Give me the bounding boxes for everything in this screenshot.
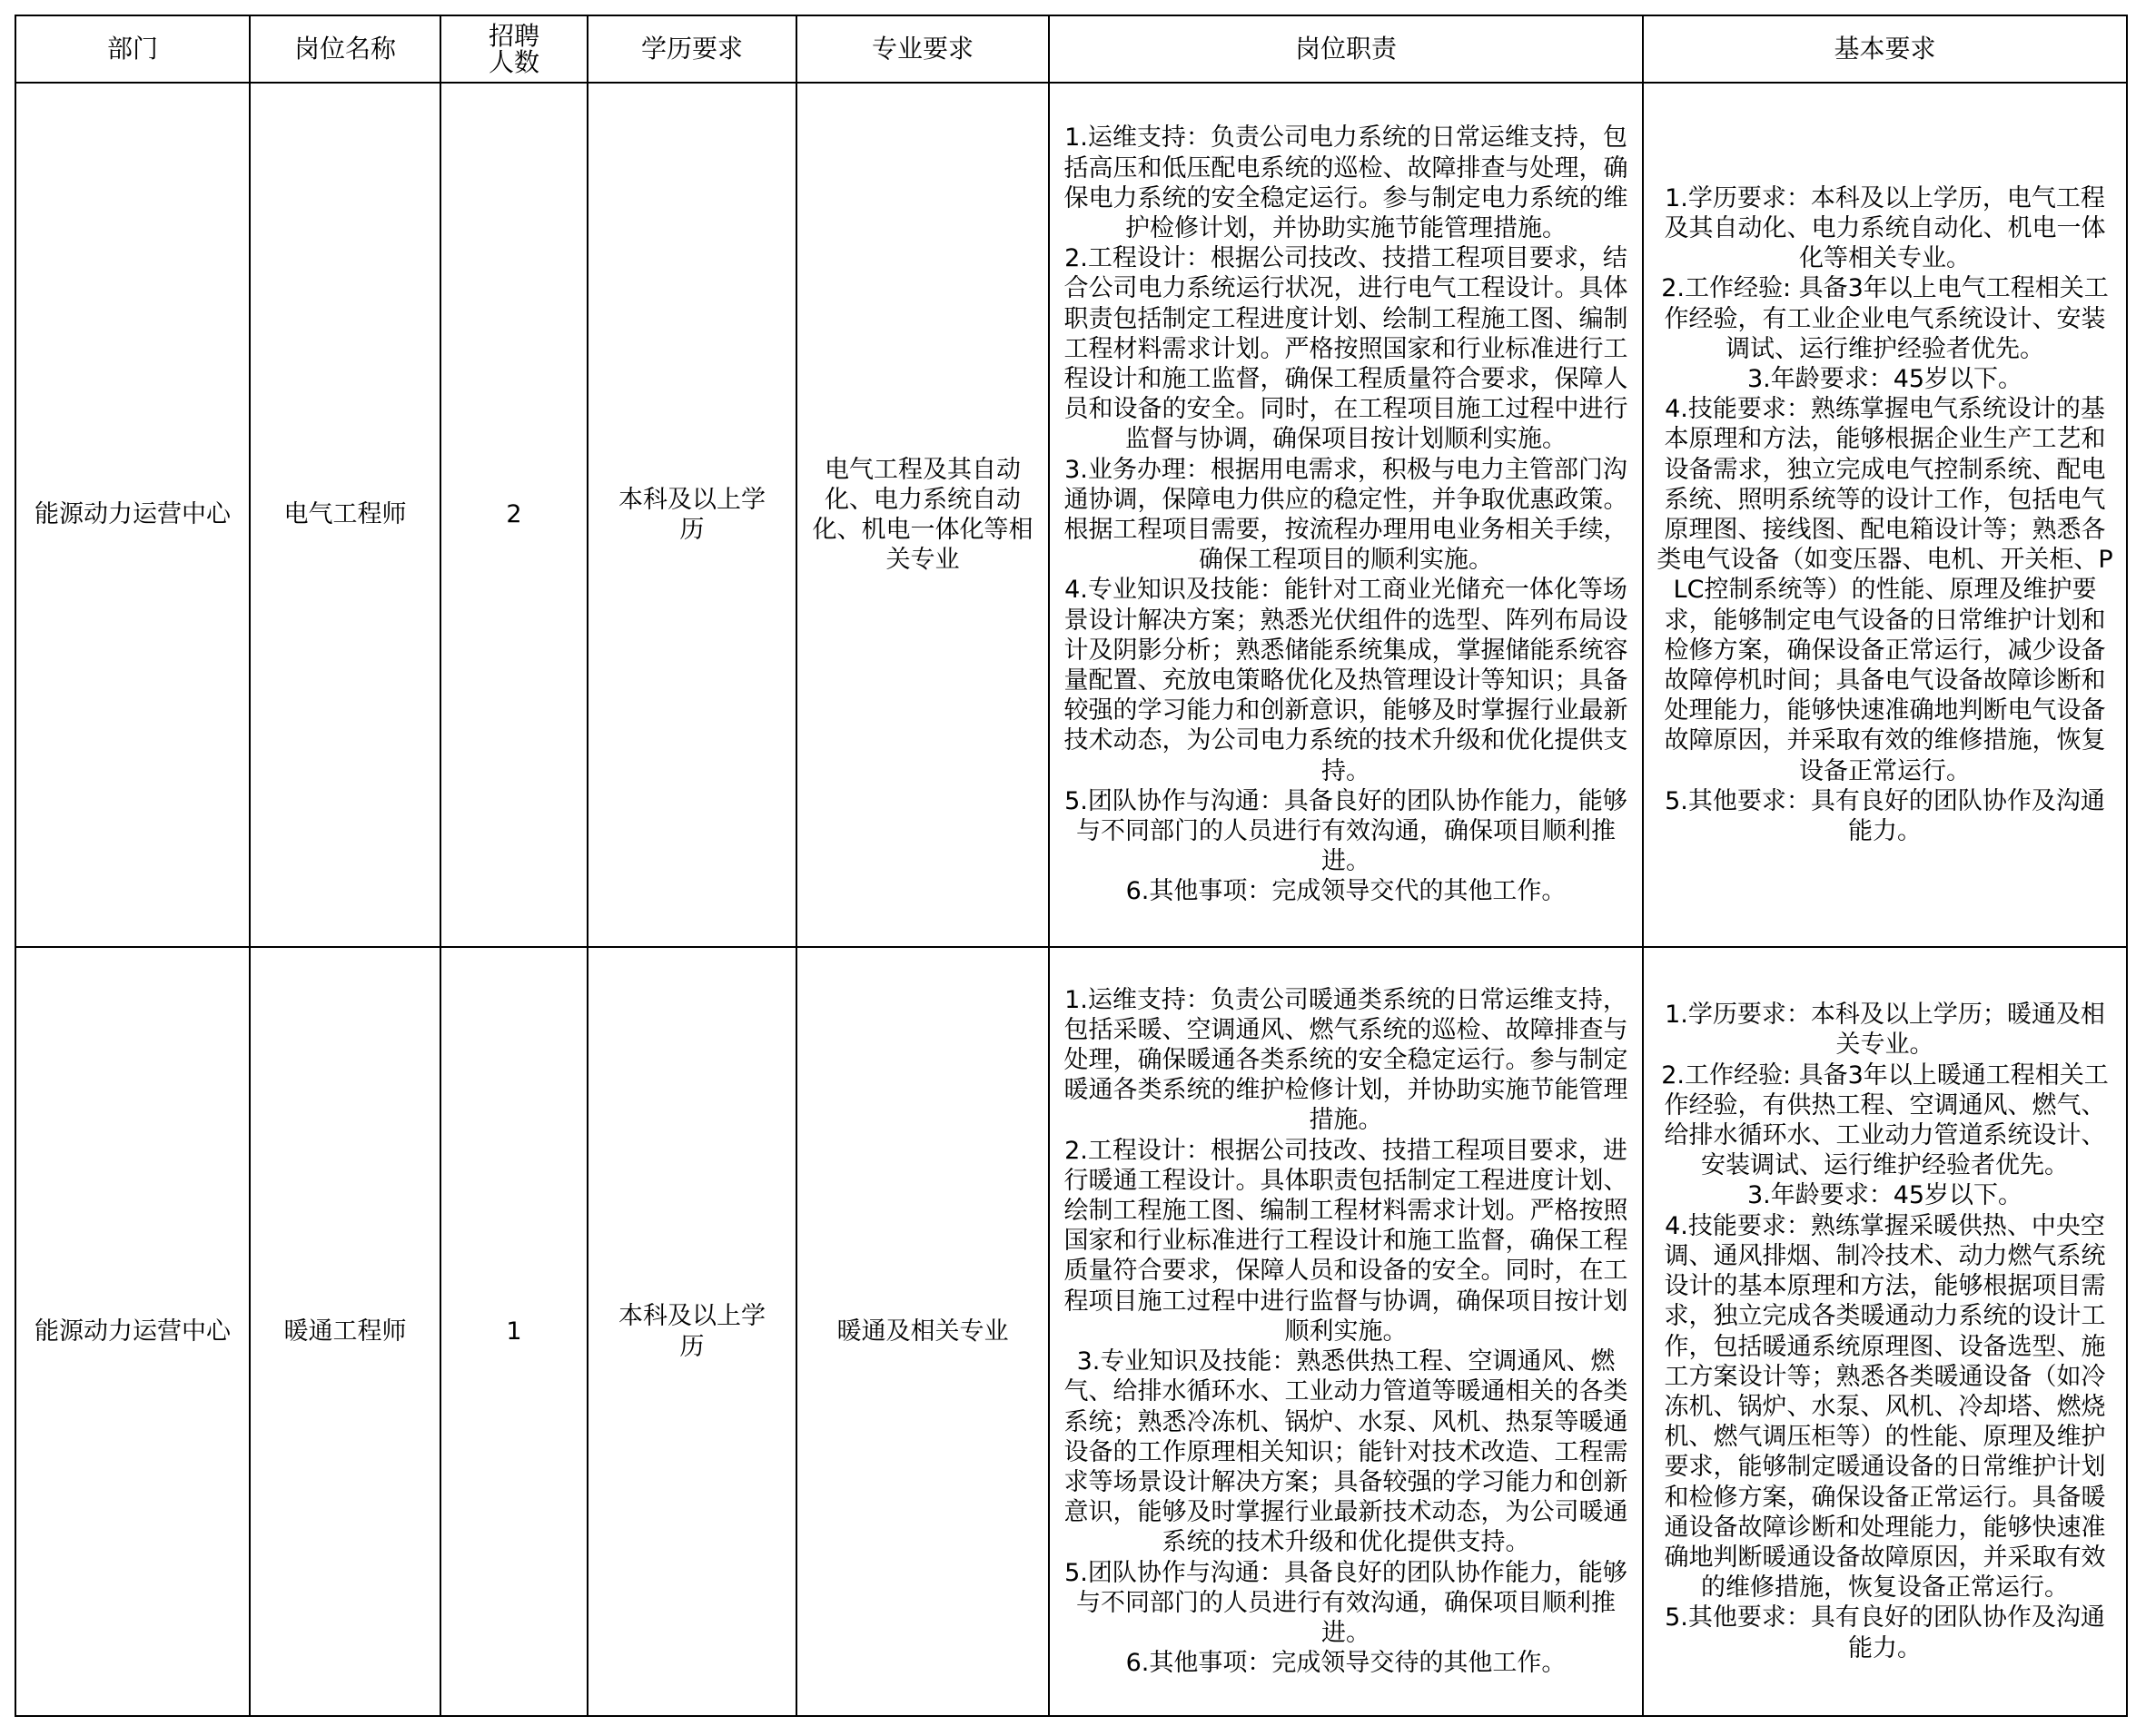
header-department: 部门 <box>15 15 250 83</box>
requirement-item: 4.技能要求：熟练掌握采暖供热、中央空调、通风排烟、制冷技术、动力燃气系统设计的基本原理和方法，能够根据项目需求，独立完成各类暖通动力系统的设计工作，包括暖通系统原理图、设备选型、施工方案设计等；熟悉各类暖通设备（如冷冻机、锅炉、水泵、风机、冷却塔、燃烧机、燃气调压柜等）的性能、原理及维护要求，能够制定暖通设备的日常维护计划和检修方案，确保设备正常运行。具备暖通设备故障诊断和处理能力，能够快速准确地判断暖通设备故障原因，并采取有效的维修措施，恢复设备正常运行。 <box>1664 1211 2106 1603</box>
header-count: 招聘人数 <box>440 15 588 83</box>
table-row <box>15 947 2127 1716</box>
table-row <box>15 83 2127 947</box>
header-row <box>15 15 2127 83</box>
duty-item: 1.运维支持：负责公司电力系统的日常运维支持，包括高压和低压配电系统的巡检、故障排查与处理，确保电力系统的安全稳定运行。参与制定电力系统的维护检修计划，并协助实施节能管理措施。 <box>1063 123 1628 242</box>
header-requirements: 基本要求 <box>1643 15 2127 83</box>
duty-item: 5.团队协作与沟通：具备良好的团队协作能力，能够与不同部门的人员进行有效沟通，确保项目顺利推进。 <box>1064 1558 1627 1647</box>
cell-duties <box>1049 947 1643 1716</box>
cell-education: 本科及以上学历 <box>588 83 796 947</box>
cell-position: 暖通工程师 <box>250 947 440 1716</box>
cell-education: 本科及以上学历 <box>588 947 796 1716</box>
duty-item: 1.运维支持：负责公司暖通类系统的日常运维支持，包括采暖、空调通风、燃气系统的巡检、故障排查与处理，确保暖通各类系统的安全稳定运行。参与制定暖通各类系统的维护检修计划，并协助实施节能管理措施。 <box>1063 985 1628 1135</box>
requirement-item: 3.年龄要求：45岁以下。 <box>1746 364 2023 393</box>
duty-item: 4.专业知识及技能：能针对工商业光储充一体化等场景设计解决方案；熟悉光伏组件的选型、阵列布局设计及阴影分析；熟悉储能系统集成，掌握储能系统容量配置、充放电策略优化及热管理设计等知识；具备较强的学习能力和创新意识，能够及时掌握行业最新技术动态，为公司电力系统的技术升级和优化提供支持。 <box>1063 576 1628 785</box>
cell-department: 能源动力运营中心 <box>15 947 250 1716</box>
header-duties: 岗位职责 <box>1049 15 1643 83</box>
duty-item: 6.其他事项：完成领导交待的其他工作。 <box>1125 1649 1567 1678</box>
requirement-item: 1.学历要求：本科及以上学历，电气工程及其自动化、电力系统自动化、机电一体化等相关专业。 <box>1664 183 2106 273</box>
cell-position: 电气工程师 <box>250 83 440 947</box>
duty-item: 3.专业知识及技能：熟悉供热工程、空调通风、燃气、给排水循环水、工业动力管道等暖通相关的各类系统；熟悉冷冻机、锅炉、水泵、风机、热泵等暖通设备的工作原理相关知识；能针对技术改造、工程需求等场景设计解决方案；具备较强的学习能力和创新意识，能够及时掌握行业最新技术动态，为公司暖通系统的技术升级和优化提供支持。 <box>1063 1347 1628 1557</box>
header-major: 专业要求 <box>796 15 1049 83</box>
requirement-item: 1.学历要求：本科及以上学历；暖通及相关专业。 <box>1665 1001 2105 1060</box>
cell-major: 电气工程及其自动化、电力系统自动化、机电一体化等相关专业 <box>796 83 1049 947</box>
cell-count: 2 <box>440 83 588 947</box>
requirement-item: 2.工作经验: 具备3年以上电气工程相关工作经验，有工业企业电气系统设计、安装调试、运行维护经验者优先。 <box>1661 274 2109 363</box>
duty-item: 5.团队协作与沟通：具备良好的团队协作能力，能够与不同部门的人员进行有效沟通，确保项目顺利推进。 <box>1064 786 1627 876</box>
cell-major: 暖通及相关专业 <box>796 947 1049 1716</box>
cell-department: 能源动力运营中心 <box>15 83 250 947</box>
requirement-item: 3.年龄要求：45岁以下。 <box>1746 1181 2023 1210</box>
duty-item: 3.业务办理：根据用电需求，积极与电力主管部门沟通协调，保障电力供应的稳定性，并争取优惠政策。根据工程项目需要，按流程办理用电业务相关手续，确保工程项目的顺利实施。 <box>1063 455 1628 575</box>
duty-item: 6.其他事项：完成领导交代的其他工作。 <box>1125 877 1567 906</box>
duty-item: 2.工程设计：根据公司技改、技措工程项目要求，进行暖通工程设计。具体职责包括制定工程进度计划、绘制工程施工图、编制工程材料需求计划。严格按照国家和行业标准进行工程设计和施工监督，确保工程质量符合要求，保障人员和设备的安全。同时，在工程项目施工过程中进行监督与协调，确保项目按计划顺利实施。 <box>1063 1136 1628 1346</box>
requirement-item: 2.工作经验: 具备3年以上暖通工程相关工作经验，有供热工程、空调通风、燃气、给排水循环水、工业动力管道系统设计、安装调试、运行维护经验者优先。 <box>1661 1060 2109 1180</box>
cell-requirements <box>1643 947 2127 1716</box>
cell-duties <box>1049 83 1643 947</box>
requirement-item: 5.其他要求：具有良好的团队协作及沟通能力。 <box>1665 786 2105 846</box>
header-education: 学历要求 <box>588 15 796 83</box>
cell-requirements <box>1643 83 2127 947</box>
header-position: 岗位名称 <box>250 15 440 83</box>
recruitment-table <box>15 15 2128 1717</box>
duty-item: 2.工程设计：根据公司技改、技措工程项目要求，结合公司电力系统运行状况，进行电气工程设计。具体职责包括制定工程进度计划、绘制工程施工图、编制工程材料需求计划。严格按照国家和行业标准进行工程设计和施工监督，确保工程质量符合要求，保障人员和设备的安全。同时，在工程项目施工过程中进行监督与协调，确保项目按计划顺利实施。 <box>1063 244 1628 454</box>
cell-count: 1 <box>440 947 588 1716</box>
requirement-item: 5.其他要求：具有良好的团队协作及沟通能力。 <box>1665 1603 2105 1662</box>
requirement-item: 4.技能要求：熟练掌握电气系统设计的基本原理和方法，能够根据企业生产工艺和设备需求，独立完成电气控制系统、配电系统、照明系统等的设计工作，包括电气原理图、接线图、配电箱设计等；熟悉各类电气设备（如变压器、电机、开关柜、PLC控制系统等）的性能、原理及维护要求，能够制定电气设备的日常维护计划和检修方案，确保设备正常运行，减少设备故障停机时间；具备电气设备故障诊断和处理能力，能够快速准确地判断电气设备故障原因，并采取有效的维修措施，恢复设备正常运行。 <box>1656 395 2113 785</box>
